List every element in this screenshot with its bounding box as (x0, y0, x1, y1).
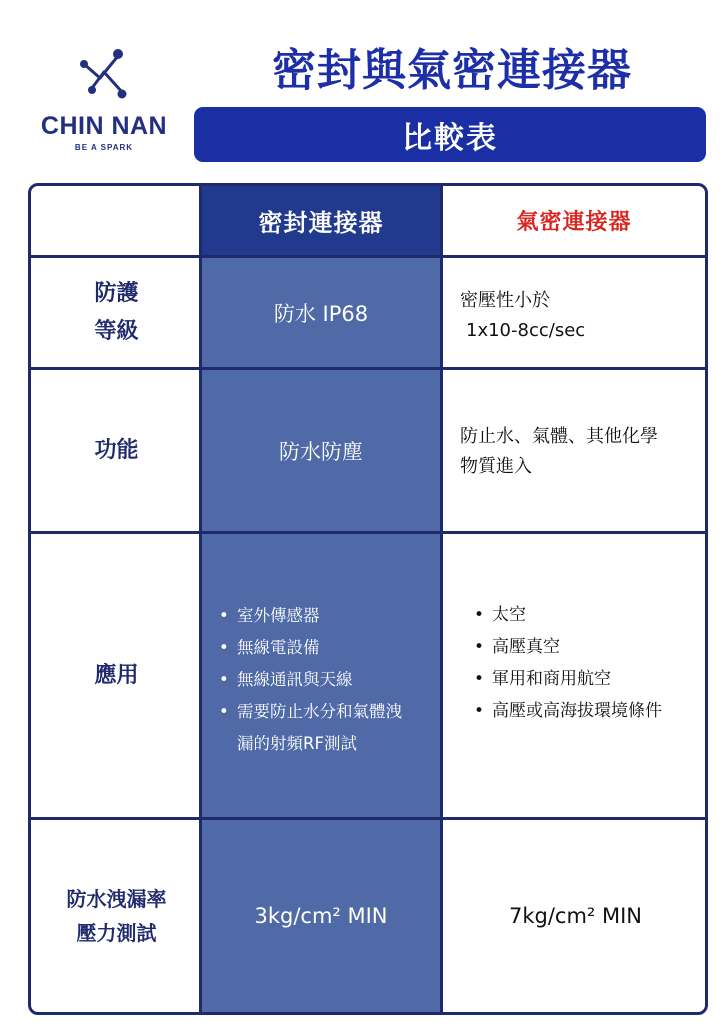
row-label-line: 壓力測試 (76, 921, 157, 945)
page-title: 密封與氣密連接器 (272, 45, 632, 96)
row-label-pressure (31, 820, 202, 1012)
cell-sealed-protection: 防水 IP68 (273, 301, 369, 326)
list-item: • 高壓真空 (472, 631, 691, 663)
row-label-line: 防水洩漏率 (66, 887, 167, 911)
subtitle-text: 比較表 (402, 120, 498, 156)
row-label-function: 功能 (94, 437, 139, 463)
cell-sealed-application (205, 600, 437, 760)
spark-cross-icon (78, 42, 130, 106)
cell-airtight-pressure: 7kg/cm² MIN (508, 904, 643, 928)
list-item: • 軍用和商用航空 (472, 663, 691, 695)
row-label-protection (31, 258, 202, 367)
cell-sealed-function: 防水防塵 (279, 439, 363, 464)
list-item: • 太空 (472, 599, 691, 631)
cell-text-line: 1x10-8cc/sec (466, 320, 586, 341)
row-label-line: 防護 (94, 280, 139, 306)
cell-text-line: 防止水、氣體、其他化學 (460, 426, 658, 447)
list-item: • 高壓或高海拔環境條件 (472, 695, 691, 727)
list-item-continuation: 漏的射頻RF測試 (237, 734, 357, 753)
brand-tagline: BE A SPARK (74, 143, 134, 152)
row-label-application: 應用 (94, 662, 139, 688)
header-sealed: 密封連接器 (202, 186, 440, 255)
cell-airtight-application (446, 599, 705, 727)
list-item: • 無線電設備 (217, 632, 423, 664)
comparison-table (28, 183, 708, 1015)
list-item: • 無線通訊與天線 (217, 664, 423, 696)
cell-airtight-protection (446, 286, 705, 346)
header-airtight: 氣密連接器 (516, 210, 632, 235)
column-divider (440, 186, 443, 1012)
list-item: • 需要防止水分和氣體洩 (217, 696, 423, 728)
row-label-line: 等級 (94, 318, 139, 344)
cell-text-line: 密壓性小於 (460, 290, 550, 311)
company-logo (28, 42, 180, 157)
list-item: • 室外傳感器 (217, 600, 423, 632)
brand-name: CHIN NAN (40, 112, 168, 140)
cell-sealed-pressure: 3kg/cm² MIN (254, 904, 388, 928)
subtitle-banner (194, 107, 706, 162)
cell-text-line: 物質進入 (460, 456, 532, 477)
cell-airtight-function (446, 422, 705, 482)
